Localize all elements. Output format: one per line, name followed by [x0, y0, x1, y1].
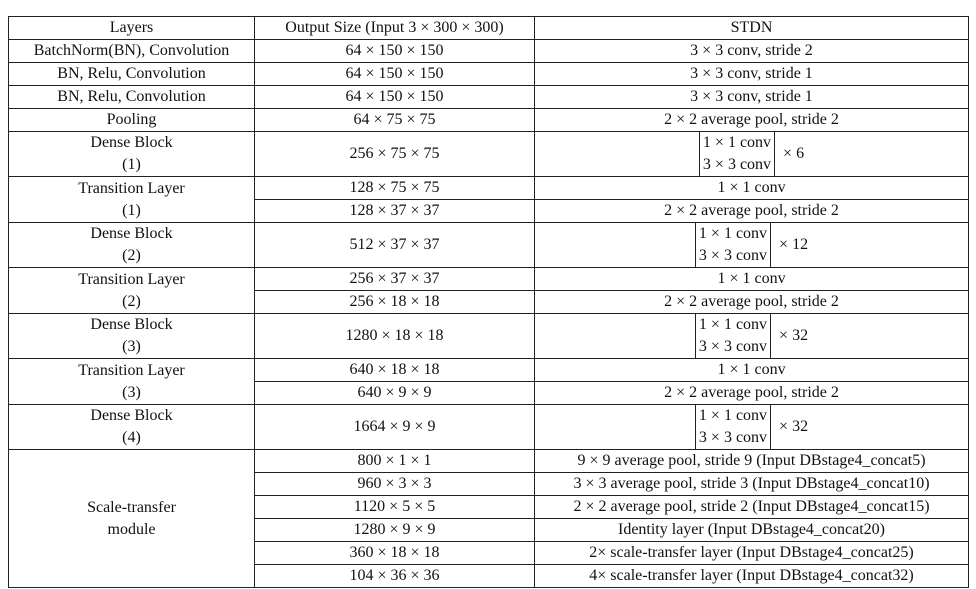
transition-layer-label: Transition Layer	[78, 270, 185, 288]
output-size-cell: 512 × 37 × 37	[255, 223, 535, 268]
conv-bracket	[695, 314, 771, 358]
operation-cell: 2 × 2 average pool, stride 2	[535, 109, 969, 132]
output-size-cell: 128 × 75 × 75	[255, 177, 535, 200]
table-row	[9, 86, 969, 109]
transition-layer-index: (1)	[122, 201, 141, 219]
dense-block-index: (3)	[122, 338, 141, 355]
transition-layer-index: (2)	[122, 292, 141, 310]
layer-cell	[9, 405, 255, 450]
table-row	[9, 109, 969, 132]
operation-cell	[535, 314, 969, 359]
output-size-cell: 128 × 37 × 37	[255, 200, 535, 223]
operation-cell	[535, 132, 969, 177]
layer-cell: BN, Relu, Convolution	[9, 86, 255, 109]
repeat-multiplier: × 32	[779, 327, 809, 344]
operation-cell: 2 × 2 average pool, stride 2	[535, 382, 969, 405]
operation-cell: 3 × 3 conv, stride 2	[535, 40, 969, 63]
dense-block-index: (4)	[122, 429, 141, 446]
conv-bracket	[699, 132, 775, 176]
repeat-multiplier: × 12	[779, 236, 809, 253]
operation-cell: 9 × 9 average pool, stride 9 (Input DBstage4_concat5)	[535, 450, 969, 473]
transition-layer-label: Transition Layer	[78, 361, 185, 379]
operation-cell: 3 × 3 conv, stride 1	[535, 63, 969, 86]
operation-cell: 3 × 3 average pool, stride 3 (Input DBstage4_concat10)	[535, 473, 969, 496]
layer-cell	[9, 177, 255, 223]
operation-cell: 1 × 1 conv	[535, 268, 969, 291]
operation-cell: Identity layer (Input DBstage4_concat20)	[535, 519, 969, 542]
layer-cell	[9, 132, 255, 177]
operation-cell	[535, 405, 969, 450]
operation-cell: 2 × 2 average pool, stride 2 (Input DBstage4_concat15)	[535, 496, 969, 519]
dense-block-label: Dense Block	[90, 316, 173, 333]
output-size-cell: 1280 × 18 × 18	[255, 314, 535, 359]
conv-3x3: 3 × 3 conv	[702, 156, 772, 173]
conv-1x1: 1 × 1 conv	[702, 134, 772, 151]
layer-cell	[9, 223, 255, 268]
operation-cell: 3 × 3 conv, stride 1	[535, 86, 969, 109]
operation-cell	[535, 223, 969, 268]
operation-cell: 1 × 1 conv	[535, 177, 969, 200]
scale-transfer-label-line2: module	[107, 520, 156, 538]
table-header-row	[9, 17, 969, 40]
dense-block-index: (2)	[122, 247, 141, 264]
dense-block-label: Dense Block	[90, 407, 173, 424]
table-row	[9, 223, 969, 268]
conv-3x3: 3 × 3 conv	[698, 429, 768, 446]
conv-3x3: 3 × 3 conv	[698, 338, 768, 355]
output-size-cell: 64 × 75 × 75	[255, 109, 535, 132]
header-stdn: STDN	[535, 17, 969, 40]
conv-1x1: 1 × 1 conv	[698, 225, 768, 242]
output-size-cell: 640 × 18 × 18	[255, 359, 535, 382]
table-row	[9, 268, 969, 291]
output-size-cell: 64 × 150 × 150	[255, 86, 535, 109]
operation-cell: 2× scale-transfer layer (Input DBstage4_concat25)	[535, 542, 969, 565]
repeat-multiplier: × 32	[779, 418, 809, 435]
layer-cell	[9, 314, 255, 359]
output-size-cell: 960 × 3 × 3	[255, 473, 535, 496]
operation-cell: 2 × 2 average pool, stride 2	[535, 200, 969, 223]
output-size-cell: 64 × 150 × 150	[255, 40, 535, 63]
layer-cell: BatchNorm(BN), Convolution	[9, 40, 255, 63]
table-row	[9, 40, 969, 63]
output-size-cell: 360 × 18 × 18	[255, 542, 535, 565]
table-row	[9, 314, 969, 359]
output-size-cell: 256 × 18 × 18	[255, 291, 535, 314]
dense-block-label: Dense Block	[90, 225, 173, 242]
header-output-size: Output Size (Input 3 × 300 × 300)	[255, 17, 535, 40]
table-row	[9, 450, 969, 473]
output-size-cell: 640 × 9 × 9	[255, 382, 535, 405]
layer-cell: BN, Relu, Convolution	[9, 63, 255, 86]
output-size-cell: 1280 × 9 × 9	[255, 519, 535, 542]
output-size-cell: 1120 × 5 × 5	[255, 496, 535, 519]
operation-cell: 2 × 2 average pool, stride 2	[535, 291, 969, 314]
output-size-cell: 256 × 75 × 75	[255, 132, 535, 177]
output-size-cell: 104 × 36 × 36	[255, 565, 535, 588]
conv-1x1: 1 × 1 conv	[698, 407, 768, 424]
table-row	[9, 132, 969, 177]
table-row	[9, 405, 969, 450]
repeat-multiplier: × 6	[783, 145, 805, 162]
operation-cell: 1 × 1 conv	[535, 359, 969, 382]
conv-1x1: 1 × 1 conv	[698, 316, 768, 333]
header-layers: Layers	[9, 17, 255, 40]
dense-block-index: (1)	[122, 156, 141, 173]
table-row	[9, 63, 969, 86]
table-row	[9, 177, 969, 200]
conv-bracket	[695, 223, 771, 267]
transition-layer-index: (3)	[122, 383, 141, 401]
layer-cell	[9, 268, 255, 314]
table-row	[9, 359, 969, 382]
conv-3x3: 3 × 3 conv	[698, 247, 768, 264]
output-size-cell: 256 × 37 × 37	[255, 268, 535, 291]
dense-block-label: Dense Block	[90, 134, 173, 151]
scale-transfer-label: Scale-transfer	[87, 498, 176, 516]
output-size-cell: 1664 × 9 × 9	[255, 405, 535, 450]
transition-layer-label: Transition Layer	[78, 179, 185, 197]
layer-cell	[9, 450, 255, 588]
output-size-cell: 64 × 150 × 150	[255, 63, 535, 86]
stdn-architecture-table	[8, 16, 969, 588]
output-size-cell: 800 × 1 × 1	[255, 450, 535, 473]
conv-bracket	[695, 405, 771, 449]
layer-cell: Pooling	[9, 109, 255, 132]
layer-cell	[9, 359, 255, 405]
operation-cell: 4× scale-transfer layer (Input DBstage4_concat32)	[535, 565, 969, 588]
